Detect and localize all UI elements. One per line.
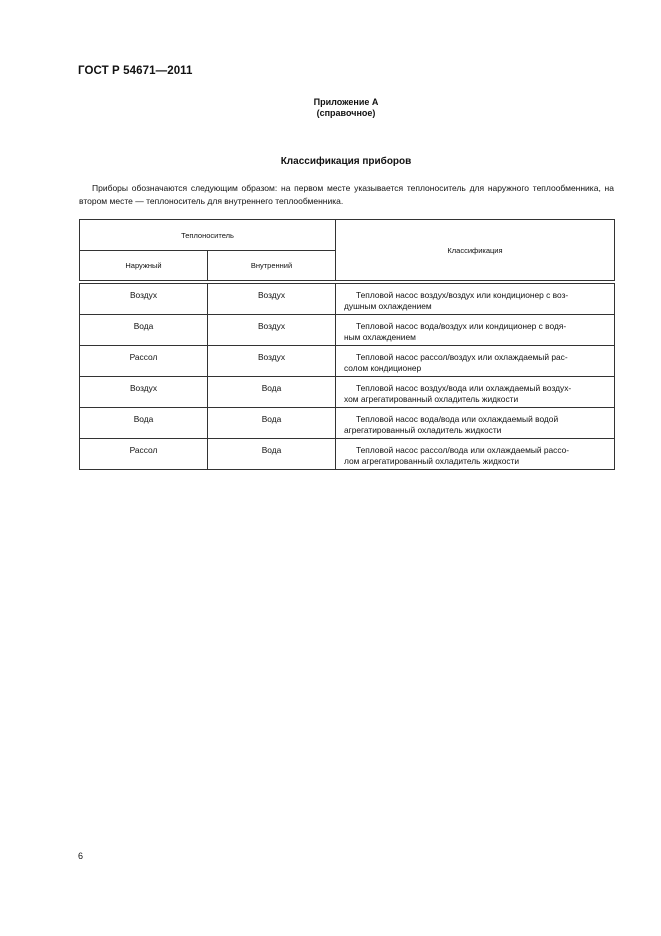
table-row	[80, 346, 615, 377]
table-header-row	[80, 220, 615, 251]
cell-classification: Тепловой насос вода/вода или охлаждаемый водой агрегатированный охладитель жидкости	[336, 408, 615, 439]
cell-classification: Тепловой насос воздух/вода или охлаждаемый воздух- хом агрегатированный охладитель жидкости	[336, 377, 615, 408]
header-classification: Классификация	[336, 220, 615, 281]
cell-classification: Тепловой насос воздух/воздух или кондиционер с воз- душным охлаждением	[336, 284, 615, 315]
table-row	[80, 408, 615, 439]
section-title: Классификация приборов	[280, 156, 412, 167]
header-heat-carrier: Теплоноситель	[80, 220, 336, 251]
cell-classification: Тепловой насос вода/воздух или кондиционер с водя- ным охлаждением	[336, 315, 615, 346]
table-row	[80, 315, 615, 346]
cell-inner: Воздух	[208, 346, 336, 377]
cell-classification: Тепловой насос рассол/вода или охлаждаемый рассо- лом агрегатированный охладитель жидкости	[336, 439, 615, 470]
cell-inner: Вода	[208, 377, 336, 408]
annex-heading	[0, 97, 661, 119]
cell-inner: Вода	[208, 408, 336, 439]
annex-note: (справочное)	[316, 108, 376, 118]
classification-table	[79, 219, 615, 470]
intro-line-2: теплообменника, на втором месте — теплоноситель для внутреннего теплообменника.	[79, 183, 614, 206]
cell-inner: Воздух	[208, 315, 336, 346]
cell-outer: Вода	[80, 408, 208, 439]
cell-outer: Рассол	[80, 439, 208, 470]
cell-inner: Вода	[208, 439, 336, 470]
table-row	[80, 284, 615, 315]
page-number: 6	[78, 851, 84, 861]
table-row	[80, 377, 615, 408]
cell-classification: Тепловой насос рассол/воздух или охлаждаемый рас- солом кондиционер	[336, 346, 615, 377]
cell-outer: Воздух	[80, 377, 208, 408]
table-row	[80, 439, 615, 470]
intro-line-1: Приборы обозначаются следующим образом: на первом месте указывается теплоноситель для наружного	[92, 183, 530, 193]
cell-inner: Воздух	[208, 284, 336, 315]
cell-outer: Вода	[80, 315, 208, 346]
intro-paragraph	[79, 182, 614, 208]
cell-outer: Рассол	[80, 346, 208, 377]
annex-title: Приложение А	[313, 97, 379, 107]
document-code: ГОСТ Р 54671—2011	[78, 65, 193, 77]
cell-outer: Воздух	[80, 284, 208, 315]
header-outer: Наружный	[80, 251, 208, 281]
header-inner: Внутренний	[208, 251, 336, 281]
